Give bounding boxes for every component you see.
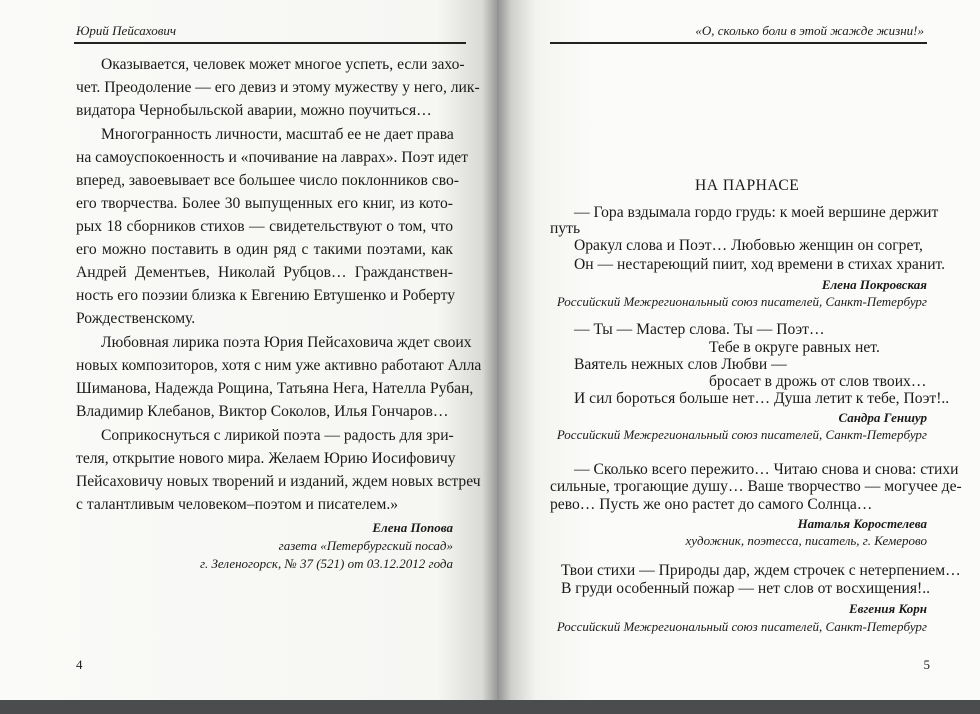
right-header-rule (550, 42, 927, 44)
quote-line: Твои стихи — Природы дар, ждем строчек с нетерпением… (561, 562, 961, 579)
quote-line: — Гора вздымала гордо грудь: к моей вершине держит (574, 204, 939, 221)
page-number: 5 (923, 657, 930, 672)
quote-line: путь (550, 220, 581, 237)
body-line: Оказывается, человек может многое успеть, если захо- (101, 56, 465, 73)
quote-affiliation: Российский Межрегиональный союз писателей, Санкт-Петербург (556, 294, 927, 309)
body-line: вперед, завоевывает все большее число поклонников сво- (76, 172, 459, 189)
right-page (497, 0, 980, 700)
quote-line: Тебе в округе равных нет. (709, 339, 880, 356)
quote-affiliation: Российский Межрегиональный союз писателей, Санкт-Петербург (556, 427, 927, 442)
body-line: новых композиторов, хотя с ним уже активно работают Алла (76, 357, 482, 374)
body-line: видатора Чернобыльской аварии, можно поучиться… (76, 102, 432, 119)
quote-line: — Ты — Мастер слова. Ты — Поэт… (574, 321, 825, 338)
body-line: Рождественскому. (76, 310, 196, 327)
book-edge-shadow (0, 700, 980, 714)
signature-issue: г. Зеленогорск, № 37 (521) от 03.12.2012 года (200, 556, 453, 571)
body-line: Соприкоснуться с лирикой поэта — радость для зри- (101, 427, 454, 444)
body-line: Любовная лирика поэта Юрия Пейсаховича ждет своих (101, 334, 472, 351)
quote-line: В груди особенный пожар — нет слов от восхищения!.. (561, 580, 931, 597)
quote-line: Он — нестареющий пиит, ход времени в стихах хранит. (574, 256, 946, 273)
body-line: на самоуспокоенность и «почивание на лаврах». Поэт идет (76, 149, 469, 166)
body-line: Шиманова, Надежда Рощина, Татьяна Нега, Нателла Рубан, (76, 380, 474, 397)
body-line: рых 18 сборников стихов — свидетельствуют о том, что (76, 218, 453, 235)
left-page (0, 0, 497, 700)
quote-line: Ваятель нежных слов Любви — (574, 356, 787, 373)
right-running-head: «О, сколько боли в этой жажде жизни!» (695, 23, 924, 38)
body-line: теля, открытие нового мира. Желаем Юрию Иосифовичу (76, 450, 456, 467)
body-line: ность его поэзии близка к Евгению Евтушенко и Роберту (76, 287, 456, 304)
left-header-rule (74, 42, 466, 44)
quote-line: Оракул слова и Поэт… Любовью женщин он согрет, (574, 237, 923, 254)
body-line: его творчества. Более 30 выпущенных его книг, из кото- (76, 195, 453, 212)
left-running-head: Юрий Пейсахович (76, 23, 177, 38)
section-heading: НА ПАРНАСЕ (695, 177, 800, 194)
quote-author: Сандра Геншур (838, 410, 927, 425)
quote-line: рево… Пусть же оно растет до самого Солнца… (550, 496, 873, 513)
body-line: Владимир Клебанов, Виктор Соколов, Илья Гончаров… (76, 403, 449, 420)
quote-author: Евгения Корн (849, 601, 927, 616)
body-line: Многогранность личности, масштаб ее не дает права (101, 126, 454, 143)
quote-affiliation: Российский Межрегиональный союз писателей, Санкт-Петербург (556, 619, 927, 634)
quote-line: — Сколько всего пережито… Читаю снова и снова: стихи (574, 461, 959, 478)
quote-line: сильные, трогающие душу… Ваше творчество — могучее де- (550, 478, 962, 495)
signature-author: Елена Попова (372, 520, 453, 535)
quote-line: бросает в дрожь от слов твоих… (709, 373, 927, 390)
quote-author: Елена Покровская (821, 277, 927, 292)
body-line: его можно поставить в один ряд с такими поэтами, как (76, 241, 453, 258)
page-number: 4 (76, 657, 83, 672)
body-line: с талантливым человеком–поэтом и писателем.» (76, 496, 399, 513)
signature-source: газета «Петербургский посад» (278, 538, 453, 553)
quote-author: Наталья Коростелева (797, 516, 927, 531)
body-line: чет. Преодоление — его девиз и этому мужеству у него, лик- (76, 79, 480, 96)
quote-line: И сил бороться больше нет… Душа летит к тебе, Поэт!.. (574, 390, 950, 407)
quote-affiliation: художник, поэтесса, писатель, г. Кемерово (685, 533, 927, 548)
body-line: Пейсаховичу новых творений и изданий, ждем новых встреч (76, 473, 481, 490)
body-line: Андрей Дементьев, Николай Рубцов… Гражданствен- (76, 264, 453, 281)
